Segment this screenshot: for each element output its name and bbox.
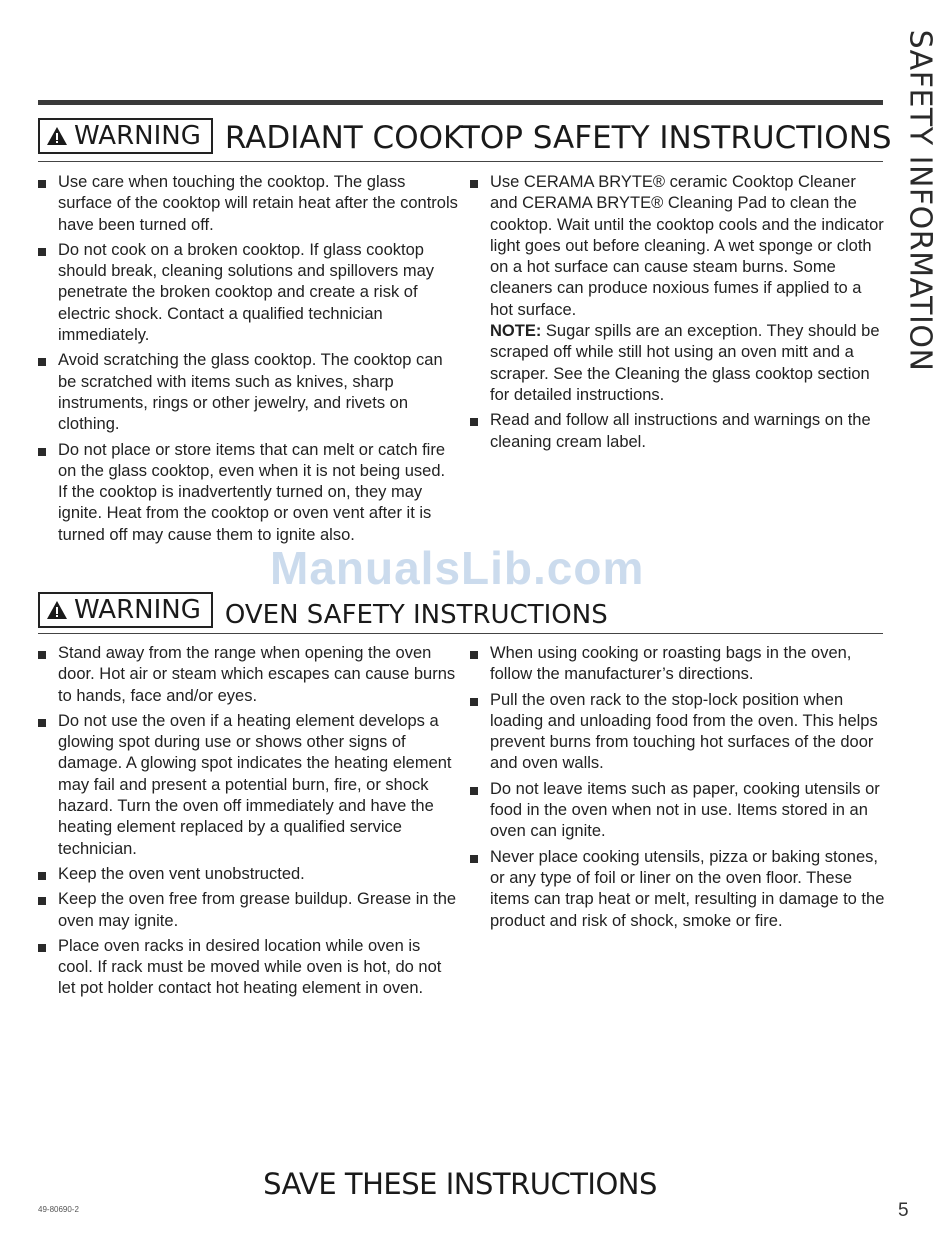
list-item: Pull the oven rack to the stop-lock position when loading and unloading food from the oven. This helps prevent burns from touching hot surfaces of the door and oven walls.: [470, 690, 886, 775]
list-item-text: Use CERAMA BRYTE® ceramic Cooktop Cleaner and CERAMA BRYTE® Cleaning Pad to clean the cooktop. Wait until the cooktop cools and the indicator light goes out before cleaning. A wet sponge or cloth on a hot surface can cause steam burns. Some cleaners can produce noxious fumes if applied to a hot surface.: [490, 173, 884, 319]
warning-label: WARNING: [74, 595, 201, 625]
list-item: Do not use the oven if a heating element develops a glowing spot during use or shows other signs of damage. A glowing spot indicates the heating element may fail and present a potential burn, fire, or shock hazard. Turn the oven off immediately and have the heating element replaced by a qualified service technician.: [38, 711, 458, 860]
list-item: [470, 172, 886, 406]
list-item: Read and follow all instructions and warnings on the cleaning cream label.: [470, 410, 886, 453]
list-item: When using cooking or roasting bags in the oven, follow the manufacturer’s directions.: [470, 643, 886, 686]
list-item: Avoid scratching the glass cooktop. The cooktop can be scratched with items such as knives, sharp instruments, rings or other jewelry, and rivets on clothing.: [38, 350, 458, 435]
page-number: 5: [898, 1200, 909, 1221]
list-item: Keep the oven free from grease buildup. Grease in the oven may ignite.: [38, 889, 458, 932]
list-item: Do not place or store items that can melt or catch fire on the glass cooktop, even when it is not being used. If the cooktop is inadvertently turned on, they may ignite. Heat from the cooktop or oven vent after it is turned off may cause them to ignite also.: [38, 440, 458, 546]
list-item: Do not leave items such as paper, cooking utensils or food in the oven when not in use. Items stored in an oven can ignite.: [470, 779, 886, 843]
list-item: Use care when touching the cooktop. The glass surface of the cooktop will retain heat after the controls have been turned off.: [38, 172, 458, 236]
oven-right-column: [470, 643, 886, 936]
warning-triangle-icon: [46, 600, 68, 620]
list-item: Do not cook on a broken cooktop. If glass cooktop should break, cleaning solutions and spillovers may penetrate the broken cooktop and create a risk of electric shock. Contact a qualified technician immediately.: [38, 240, 458, 346]
list-item: Keep the oven vent unobstructed.: [38, 864, 458, 885]
document-code: 49-80690-2: [38, 1205, 79, 1214]
note-text: Sugar spills are an exception. They should be scraped off while still hot using an oven mitt and a scraper. See the Cleaning the glass cooktop section for detailed instructions.: [490, 322, 880, 404]
watermark: ManualsLib.com: [270, 542, 645, 594]
section-rule: [38, 161, 883, 162]
oven-safety-header: [38, 592, 608, 628]
radiant-left-column: [38, 172, 458, 550]
top-rule: [38, 100, 883, 105]
oven-left-column: [38, 643, 458, 1004]
side-tab-label: SAFETY INFORMATION: [902, 29, 938, 371]
note-paragraph: [490, 321, 886, 406]
list-item: Stand away from the range when opening the oven door. Hot air or steam which escapes can cause burns to hands, face and/or eyes.: [38, 643, 458, 707]
section-title: OVEN SAFETY INSTRUCTIONS: [224, 600, 608, 630]
warning-label: WARNING: [74, 121, 201, 151]
radiant-cooktop-header: [38, 118, 892, 154]
section-title: RADIANT COOKTOP SAFETY INSTRUCTIONS: [224, 120, 892, 156]
side-tab: [898, 30, 942, 370]
section-rule: [38, 633, 883, 634]
radiant-right-column: [470, 172, 886, 457]
save-instructions-title: SAVE THESE INSTRUCTIONS: [263, 1167, 657, 1201]
warning-box: [38, 592, 213, 628]
warning-triangle-icon: [46, 126, 68, 146]
list-item: Never place cooking utensils, pizza or baking stones, or any type of foil or liner on the oven floor. These items can trap heat or melt, resulting in damage to the product and risk of shock, smoke or fire.: [470, 847, 886, 932]
list-item: Place oven racks in desired location while oven is cool. If rack must be moved while oven is hot, do not let pot holder contact hot heating element in oven.: [38, 936, 458, 1000]
note-label: NOTE:: [490, 322, 542, 341]
warning-box: [38, 118, 213, 154]
